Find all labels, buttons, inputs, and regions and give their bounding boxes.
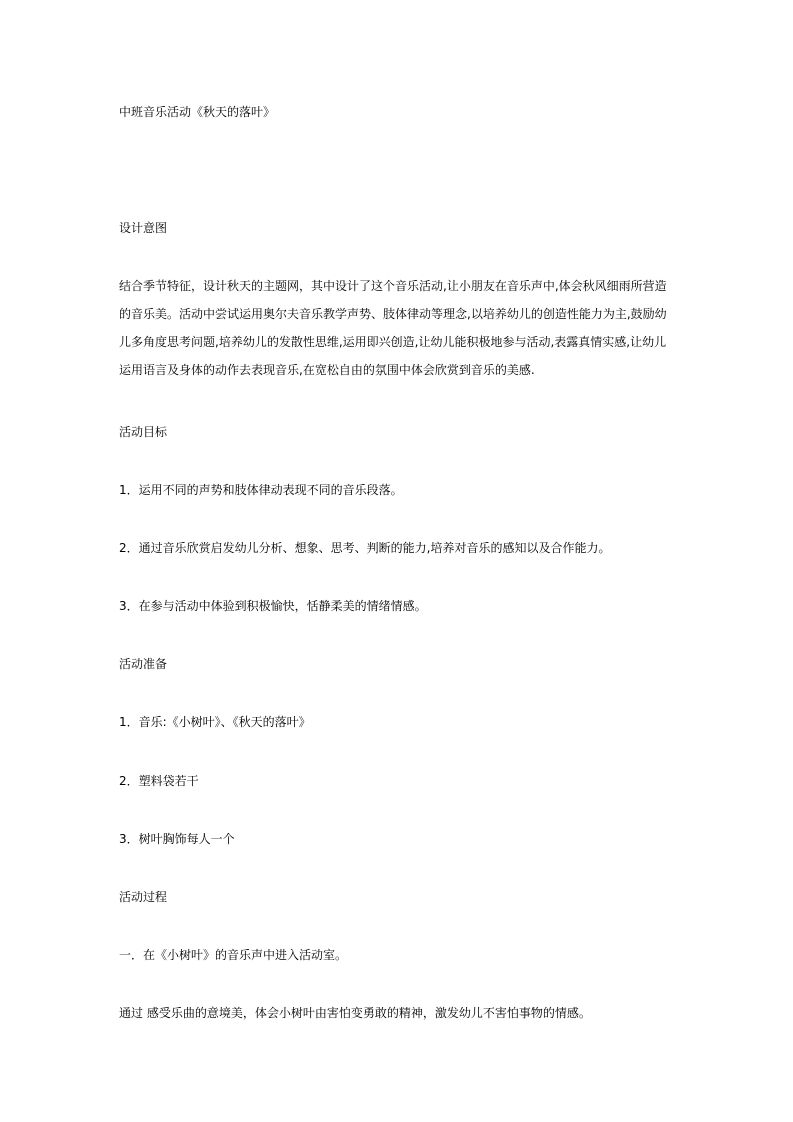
process-step-1-detail: 通过 感受乐曲的意境美，体会小树叶由害怕变勇敢的精神，激发幼儿不害怕事物的情感。 bbox=[119, 1006, 591, 1020]
document-title: 中班音乐活动《秋天的落叶》 bbox=[119, 105, 276, 119]
paragraph-line: 结合季节特征，设计秋天的主题网，其中设计了这个音乐活动,让小朋友在音乐声中,体会秋风细雨所营造 bbox=[119, 279, 667, 293]
paragraph-line: 运用语言及身体的动作去表现音乐,在宽松自由的氛围中体会欣赏到音乐的美感. bbox=[119, 363, 535, 377]
goal-item-3: 3．在参与活动中体验到积极愉快，恬静柔美的情绪情感。 bbox=[119, 599, 427, 613]
prep-item-1: 1．音乐:《小树叶》、《秋天的落叶》 bbox=[119, 715, 311, 729]
heading-design-intent: 设计意图 bbox=[119, 221, 168, 235]
heading-activity-goals: 活动目标 bbox=[119, 425, 168, 439]
process-step-1: 一．在《小树叶》的音乐声中进入活动室。 bbox=[119, 948, 348, 962]
heading-activity-preparation: 活动准备 bbox=[119, 657, 168, 671]
paragraph-line: 儿多角度思考问题,培养幼儿的发散性思维,运用即兴创造,让幼儿能积极地参与活动,表露真情实感,让幼儿 bbox=[119, 335, 667, 349]
goal-item-1: 1．运用不同的声势和肢体律动表现不同的音乐段落。 bbox=[119, 483, 403, 497]
prep-item-3: 3．树叶胸饰每人一个 bbox=[119, 832, 235, 846]
paragraph-line: 的音乐美。活动中尝试运用奥尔夫音乐教学声势、肢体律动等理念,以培养幼儿的创造性能力为主,鼓励幼 bbox=[119, 307, 667, 321]
heading-activity-process: 活动过程 bbox=[119, 890, 168, 904]
goal-item-2: 2．通过音乐欣赏启发幼儿分析、想象、思考、判断的能力,培养对音乐的感知以及合作能力。 bbox=[119, 541, 611, 555]
design-intent-paragraph bbox=[119, 272, 685, 384]
prep-item-2: 2．塑料袋若干 bbox=[119, 774, 199, 788]
